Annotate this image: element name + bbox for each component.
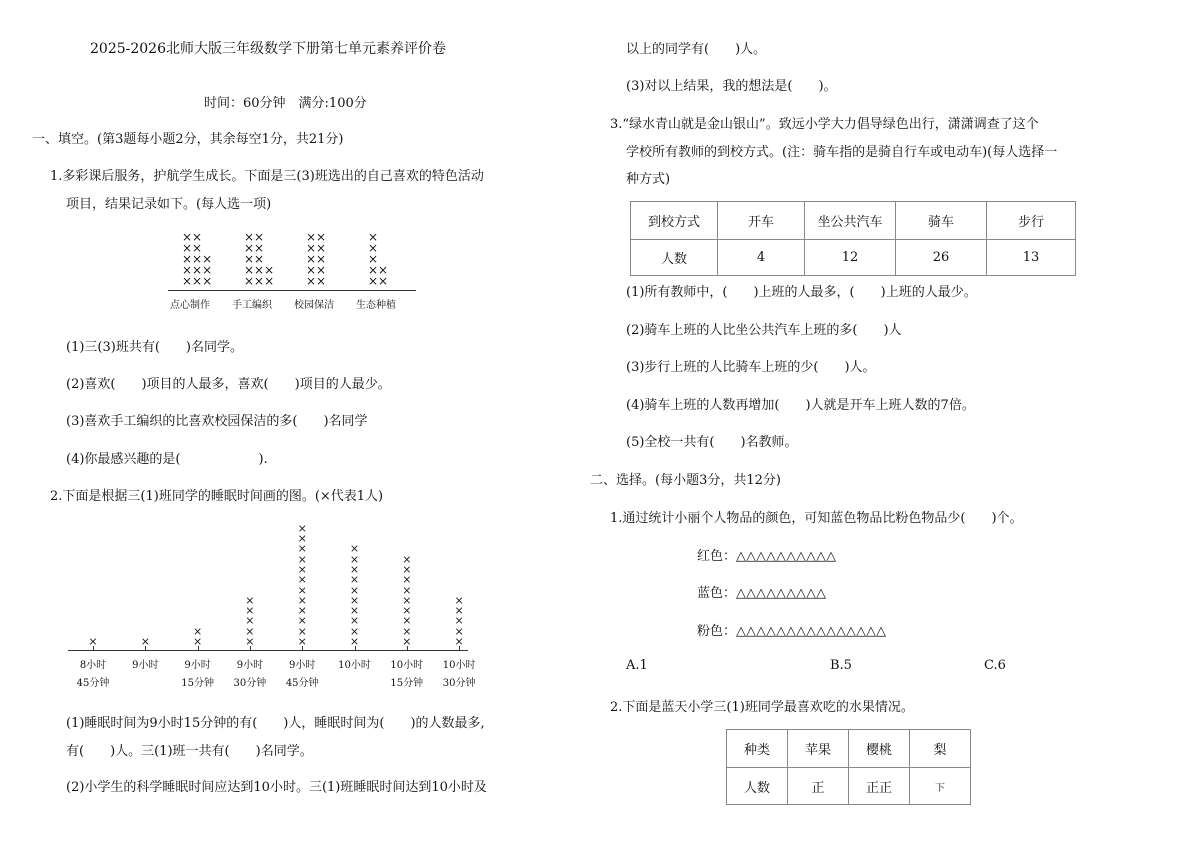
plot-marker: × bbox=[245, 635, 255, 648]
plot-marker: × bbox=[402, 604, 412, 618]
plot-marker-row: ×× bbox=[244, 252, 265, 266]
page-title: 2025-2026北师大版三年级数学下册第七单元素养评价卷 bbox=[90, 41, 446, 57]
q3-sub-1: (1)所有教师中，( )上班的人最多，( )上班的人最少。 bbox=[626, 285, 977, 300]
tick-label-sub: 45分钟 bbox=[285, 678, 319, 689]
table-header-cell: 梨 bbox=[910, 730, 971, 768]
plot-marker-row: ×× bbox=[306, 252, 327, 266]
plot-marker: × bbox=[192, 635, 203, 648]
plot-marker: × bbox=[88, 635, 98, 648]
tick-label-sub: 15分钟 bbox=[390, 678, 424, 689]
commute-table bbox=[630, 201, 1076, 276]
option-b: B.5 bbox=[830, 658, 852, 673]
plot-marker: × bbox=[402, 583, 412, 597]
category-label: 校园保洁 bbox=[294, 300, 334, 311]
plot-marker: × bbox=[297, 562, 307, 576]
plot-marker-row: ×× bbox=[306, 263, 327, 277]
plot-marker-row: ×× bbox=[306, 241, 327, 255]
s2-q2-stem: 2.下面是蓝天小学三(1)班同学最喜欢吃的水果情况。 bbox=[610, 700, 914, 715]
fruit-table bbox=[726, 729, 971, 805]
plot-marker: × bbox=[297, 542, 307, 556]
sleep-line-plot bbox=[60, 520, 480, 690]
tick-label: 8小时 bbox=[79, 660, 107, 671]
category-label: 点心制作 bbox=[170, 300, 210, 311]
q2-stem: 2.下面是根据三(1)班同学的睡眠时间画的图。(×代表1人) bbox=[50, 489, 384, 504]
plot-marker-row: ×× bbox=[306, 230, 327, 244]
plot-marker: × bbox=[297, 583, 307, 597]
plot-marker: × bbox=[349, 593, 360, 607]
plot-marker: × bbox=[454, 614, 464, 628]
tick-label-sub: 30分钟 bbox=[442, 678, 476, 689]
plot-marker-row: ×× bbox=[368, 263, 389, 277]
tick-label: 9小时 bbox=[184, 660, 211, 671]
plot-marker: × bbox=[402, 593, 412, 607]
q2-sub-3: (3)对以上结果，我的想法是( )。 bbox=[626, 79, 837, 94]
plot-axis bbox=[68, 650, 468, 651]
plot-marker: × bbox=[349, 614, 360, 628]
q1-sub-4: (4)你最感兴趣的是( ). bbox=[66, 452, 268, 467]
plot-marker-row: ×× bbox=[244, 241, 265, 255]
plot-marker: × bbox=[454, 635, 464, 648]
table-cell: 正 bbox=[788, 768, 849, 805]
pink-row: 粉色：△△△△△△△△△△△△△△△ bbox=[697, 624, 886, 639]
plot-marker: × bbox=[140, 635, 150, 648]
q1-stem-1: 1.多彩课后服务，护航学生成长。下面是三(3)班选出的自己喜欢的特色活动 bbox=[50, 169, 484, 184]
plot-marker-row: ×× bbox=[306, 274, 327, 288]
red-row: 红色：△△△△△△△△△△ bbox=[697, 549, 836, 564]
plot-marker-row: ××× bbox=[244, 274, 275, 288]
time-line: 时间：60分钟 满分:100分 bbox=[204, 96, 367, 111]
table-header-cell: 到校方式 bbox=[631, 202, 718, 240]
table-cell: 4 bbox=[718, 240, 805, 276]
plot-marker: × bbox=[454, 604, 464, 618]
table-header-cell: 种类 bbox=[727, 730, 788, 768]
plot-marker: × bbox=[245, 604, 255, 618]
section1-heading: 一、填空。(第3题每小题2分，其余每空1分，共21分) bbox=[32, 132, 344, 147]
plot-marker: × bbox=[402, 614, 412, 628]
q3-sub-4: (4)骑车上班的人数再增加( )人就是开车上班人数的7倍。 bbox=[626, 398, 975, 413]
plot-marker: × bbox=[245, 624, 255, 638]
table-header-cell: 开车 bbox=[718, 202, 805, 240]
plot-marker: × bbox=[297, 604, 307, 618]
option-a: A.1 bbox=[626, 658, 648, 673]
tick-label: 10小时 bbox=[338, 660, 371, 671]
table-cell: 正正 bbox=[849, 768, 910, 805]
table-row-label: 人数 bbox=[631, 240, 718, 276]
q2-sub-1b: 有( )人。三(1)班一共有( )名同学。 bbox=[66, 744, 313, 759]
section2-heading: 二、选择。(每小题3分，共12分) bbox=[590, 473, 781, 488]
plot-marker: × bbox=[454, 593, 464, 607]
plot-marker-row: ××× bbox=[182, 274, 213, 288]
plot-marker-row: × bbox=[368, 230, 379, 244]
plot-marker: × bbox=[297, 593, 307, 607]
tick-label-sub: 15分钟 bbox=[181, 678, 214, 689]
plot-marker: × bbox=[349, 552, 360, 566]
table-cell: 下 bbox=[910, 768, 971, 805]
plot-marker: × bbox=[349, 562, 360, 576]
q3-stem-2: 学校所有教师的到校方式。(注：骑车指的是骑自行车或电动车)(每人选择一 bbox=[626, 145, 1058, 160]
plot-marker-row: ×× bbox=[244, 230, 265, 244]
plot-marker: × bbox=[297, 573, 307, 587]
table-cell: 13 bbox=[987, 240, 1076, 276]
table-header-cell: 步行 bbox=[987, 202, 1076, 240]
plot-marker: × bbox=[297, 614, 307, 628]
category-label: 手工编织 bbox=[232, 300, 272, 311]
plot-marker: × bbox=[402, 635, 412, 648]
plot-marker-row: ××× bbox=[182, 263, 213, 277]
table-header-cell: 樱桃 bbox=[849, 730, 910, 768]
plot-marker: × bbox=[349, 583, 360, 597]
tick-label: 10小时 bbox=[390, 660, 424, 671]
plot-marker: × bbox=[349, 573, 360, 587]
plot-marker-row: ××× bbox=[244, 263, 275, 277]
q3-stem-1: 3.“绿水青山就是金山银山”。致远小学大力倡导绿色出行，潇潇调查了这个 bbox=[610, 117, 1039, 132]
tick-label: 9小时 bbox=[289, 660, 316, 671]
tick-label-sub: 30分钟 bbox=[233, 678, 267, 689]
plot-marker: × bbox=[349, 624, 360, 638]
q2-sub-2: (2)小学生的科学睡眠时间应达到10小时。三(1)班睡眠时间达到10小时及 bbox=[66, 780, 487, 795]
q2-sub-2-cont: 以上的同学有( )人。 bbox=[626, 42, 767, 57]
plot-marker-row: ××× bbox=[182, 252, 213, 266]
plot-marker-row: ×× bbox=[182, 241, 203, 255]
table-cell: 26 bbox=[896, 240, 987, 276]
plot-axis bbox=[168, 290, 416, 291]
table-row-label: 人数 bbox=[727, 768, 788, 805]
q1-stem-2: 项目，结果记录如下。(每人选一项) bbox=[66, 197, 272, 212]
table-header-cell: 苹果 bbox=[788, 730, 849, 768]
plot-marker: × bbox=[297, 521, 307, 535]
q1-sub-2: (2)喜欢( )项目的人最多，喜欢( )项目的人最少。 bbox=[66, 377, 391, 392]
plot-marker: × bbox=[402, 552, 412, 566]
tick-label: 10小时 bbox=[442, 660, 476, 671]
plot-marker-row: × bbox=[368, 241, 379, 255]
table-cell: 12 bbox=[805, 240, 896, 276]
plot-marker: × bbox=[402, 562, 412, 576]
plot-marker: × bbox=[297, 624, 307, 638]
table-header-cell: 坐公共汽车 bbox=[805, 202, 896, 240]
plot-marker: × bbox=[349, 542, 360, 556]
plot-marker-row: ×× bbox=[368, 274, 389, 288]
plot-marker: × bbox=[349, 604, 360, 618]
tick-label-sub: 45分钟 bbox=[76, 678, 110, 689]
plot-marker-row: × bbox=[368, 252, 379, 266]
plot-marker: × bbox=[245, 593, 255, 607]
q3-stem-3: 种方式) bbox=[626, 172, 671, 187]
plot-marker: × bbox=[297, 635, 307, 648]
q3-sub-2: (2)骑车上班的人比坐公共汽车上班的多( )人 bbox=[626, 323, 902, 338]
plot-marker: × bbox=[297, 532, 307, 545]
tick-label: 9小时 bbox=[236, 660, 264, 671]
tick-label: 9小时 bbox=[132, 660, 159, 671]
s2-q1-stem: 1.通过统计小丽个人物品的颜色，可知蓝色物品比粉色物品少( )个。 bbox=[610, 511, 1023, 526]
table-header-cell: 骑车 bbox=[896, 202, 987, 240]
q3-sub-3: (3)步行上班的人比骑车上班的少( )人。 bbox=[626, 360, 876, 375]
plot-marker: × bbox=[454, 624, 464, 638]
q1-sub-3: (3)喜欢手工编织的比喜欢校园保洁的多( )名同学 bbox=[66, 414, 368, 429]
category-label: 生态种植 bbox=[356, 300, 396, 311]
plot-marker: × bbox=[192, 624, 203, 638]
q3-sub-5: (5)全校一共有( )名教师。 bbox=[626, 435, 798, 450]
q1-sub-1: (1)三(3)班共有( )名同学。 bbox=[66, 340, 243, 355]
plot-marker: × bbox=[349, 635, 360, 648]
plot-marker: × bbox=[402, 624, 412, 638]
activity-line-plot bbox=[168, 232, 416, 312]
plot-marker: × bbox=[402, 573, 412, 587]
plot-marker-row: ×× bbox=[182, 230, 203, 244]
option-c: C.6 bbox=[984, 658, 1006, 673]
blue-row: 蓝色：△△△△△△△△△ bbox=[697, 586, 826, 601]
plot-marker: × bbox=[245, 614, 255, 628]
q2-sub-1: (1)睡眠时间为9小时15分钟的有( )人，睡眠时间为( )的人数最多, bbox=[66, 716, 485, 731]
plot-marker: × bbox=[297, 552, 307, 566]
